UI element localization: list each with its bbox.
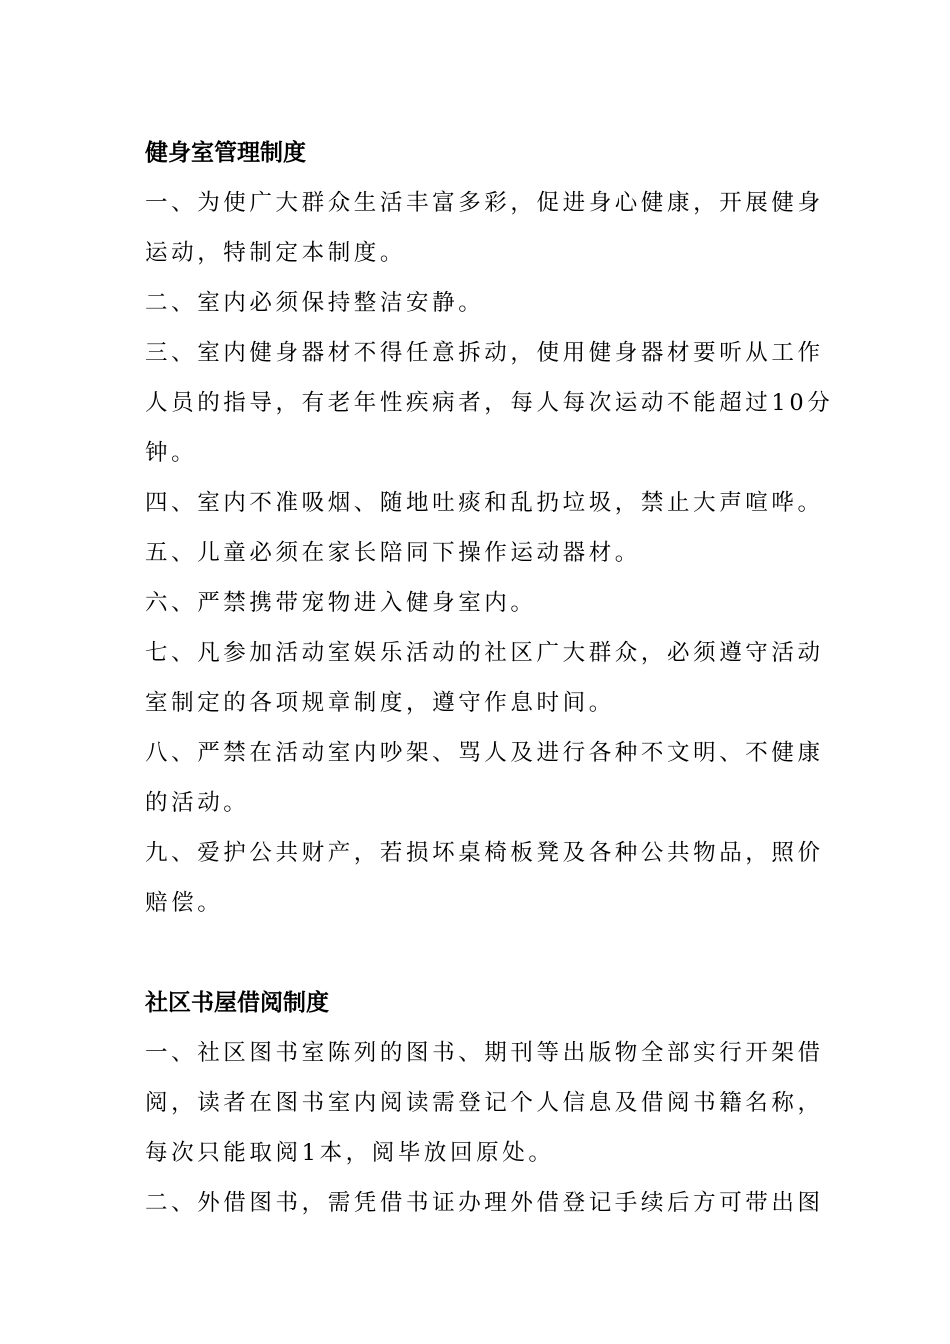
library-rule-line: 二、外借图书，需凭借书证办理外借登记手续后方可带出图 <box>145 1190 824 1216</box>
gym-rule-line: 五、儿童必须在家长陪同下操作运动器材。 <box>145 540 641 566</box>
gym-rule-line: 的活动。 <box>145 790 250 816</box>
section-spacer <box>145 928 810 978</box>
gym-rule-line: 三、室内健身器材不得任意拆动，使用健身器材要听从工作 <box>145 340 824 366</box>
gym-rule-line: 九、爱护公共财产，若损坏桌椅板凳及各种公共物品，照价 <box>145 840 824 866</box>
gym-rule-line: 二、室内必须保持整洁安静。 <box>145 290 485 316</box>
gym-rule-line: 人员的指导，有老年性疾病者，每人每次运动不能超过10分 <box>145 390 834 416</box>
gym-rule-line: 六、严禁携带宠物进入健身室内。 <box>145 590 537 616</box>
gym-rule-line: 运动，特制定本制度。 <box>145 240 407 266</box>
library-rule-line: 一、社区图书室陈列的图书、期刊等出版物全部实行开架借 <box>145 1040 824 1066</box>
gym-rule-line: 七、凡参加活动室娱乐活动的社区广大群众，必须遵守活动 <box>145 640 824 666</box>
gym-rule-line: 八、严禁在活动室内吵架、骂人及进行各种不文明、不健康 <box>145 740 824 766</box>
gym-rule-line: 一、为使广大群众生活丰富多彩，促进身心健康，开展健身 <box>145 190 824 216</box>
gym-rule-line: 钟。 <box>145 440 198 466</box>
gym-rule-line: 室制定的各项规章制度，遵守作息时间。 <box>145 690 615 716</box>
section-title-gym: 健身室管理制度 <box>145 140 306 166</box>
gym-rule-line: 四、室内不准吸烟、随地吐痰和乱扔垃圾，禁止大声喧哗。 <box>145 490 824 516</box>
document-page <box>145 128 834 1228</box>
library-rule-line: 阅，读者在图书室内阅读需登记个人信息及借阅书籍名称， <box>145 1090 824 1116</box>
gym-rule-line: 赔偿。 <box>145 890 224 916</box>
section-title-library: 社区书屋借阅制度 <box>145 990 329 1016</box>
library-rule-line: 每次只能取阅1本，阅毕放回原处。 <box>145 1140 555 1166</box>
